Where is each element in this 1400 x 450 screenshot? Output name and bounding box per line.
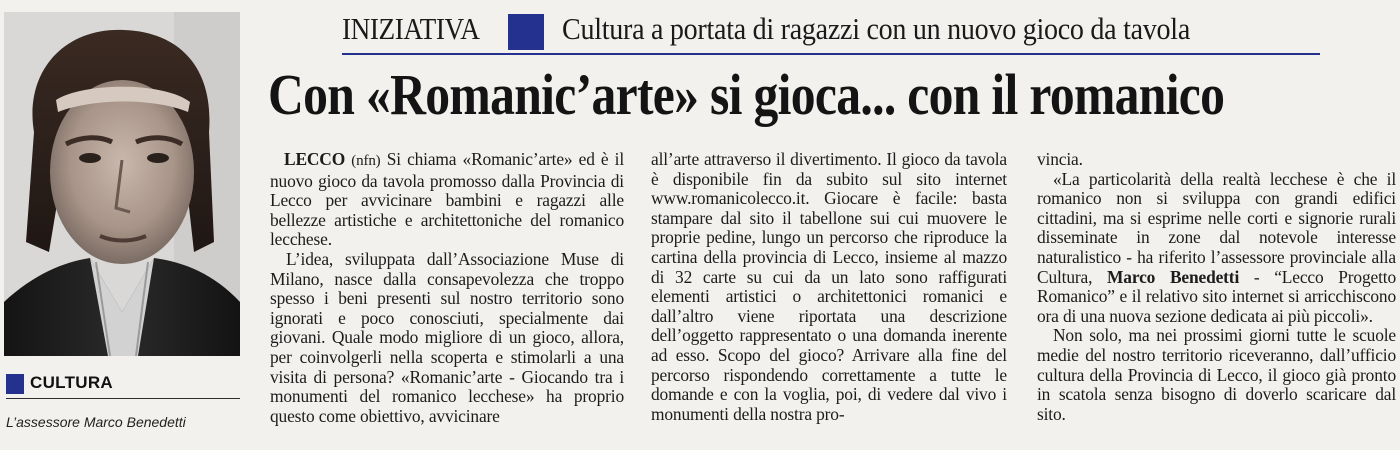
quoted-name: Marco Benedetti (1107, 266, 1240, 287)
dateline: LECCO (284, 149, 346, 169)
kicker-marker (508, 14, 544, 50)
kicker-rule (342, 53, 1320, 55)
article-column-2 (651, 150, 1007, 424)
portrait-illustration (4, 12, 240, 356)
article-column-1 (270, 150, 624, 426)
paragraph: Non solo, ma nei prossimi giorni tutte le scuole medie del nostro territorio riceveranno, dall’ufficio cultura della Provincia di Lecco, il gioco già pronto in scatola senza bisogno di doverlo scaricare dal sito. (1037, 325, 1396, 424)
paragraph-text: Si chiama «Romanic’arte» ed è il nuovo gioco da tavola promosso dalla Provincia di Lecco per avvicinare bambini e ragazzi alle bellezze artistiche e architettoniche del romanico lecchese. (270, 149, 625, 250)
paragraph (270, 150, 624, 250)
kicker (342, 6, 1322, 48)
photo-caption: L’assessore Marco Benedetti (6, 414, 186, 430)
paragraph-text: «La particolarità della realtà lecchese è che il romanico non si sviluppa con grandi edifici cittadini, ma si esprime nelle corti e signorie rurali disseminate in zone dal notevole interesse naturalistico - ha riferito l’assessore provinciale alla Cultura, (1037, 168, 1396, 287)
paragraph (1037, 170, 1396, 327)
byline: (nfn) (351, 153, 381, 169)
article-column-3 (1037, 150, 1396, 424)
section-rule (6, 398, 240, 399)
paragraph: all’arte attraverso il divertimento. Il gioco da tavola è disponibile fin da subito sul sito internet www.romanicolecco.it. Giocare è facile: basta stampare dal sito il tabellone sui cui muovere le proprie pedine, lungo un percorso che riproduce la cartina della provincia di Lecco, insieme al mazzo di 32 carte su cui da un lato sono raffigurati elementi artistici o architettonici romanici e dall’altro viene riportata una descrizione dell’oggetto rappresentato o una domanda inerente ad esso. Scopo del gioco? Arrivare alla fine del percorso rispondendo correttamente a tutte le domande e con la voglia, poi, di vedere dal vivo i monumenti della nostra pro- (651, 149, 1007, 424)
kicker-label: INIZIATIVA (342, 11, 480, 46)
paragraph: L’idea, sviluppata dall’Associazione Muse di Milano, nasce dalla consapevolezza che troppo spesso i beni presenti sul nostro territorio sono ignorati e poco conosciuti, specialmente dai giovani. Quale modo migliore di un gioco, allora, per coinvolgerli nella scoperta e stimolarli a una visita di persona? «Romanic’arte - Giocando tra i monumenti del romanico lecchese» ha proprio questo come obiettivo, avvicinare (270, 248, 624, 426)
kicker-subtitle: Cultura a portata di ragazzi con un nuovo gioco da tavola (562, 11, 1191, 46)
paragraph: vincia. (1037, 149, 1083, 169)
portrait-photo (4, 12, 240, 356)
paragraph-text: - “Lecco Progetto Romanico” e il relativo sito internet si arricchiscono ora di una nuova sezione dedicata ai più piccoli». (1037, 266, 1396, 326)
section-label: CULTURA (30, 373, 113, 392)
section-marker (6, 374, 24, 394)
headline: Con «Romanic’arte» si gioca... con il romanico (268, 62, 1225, 127)
